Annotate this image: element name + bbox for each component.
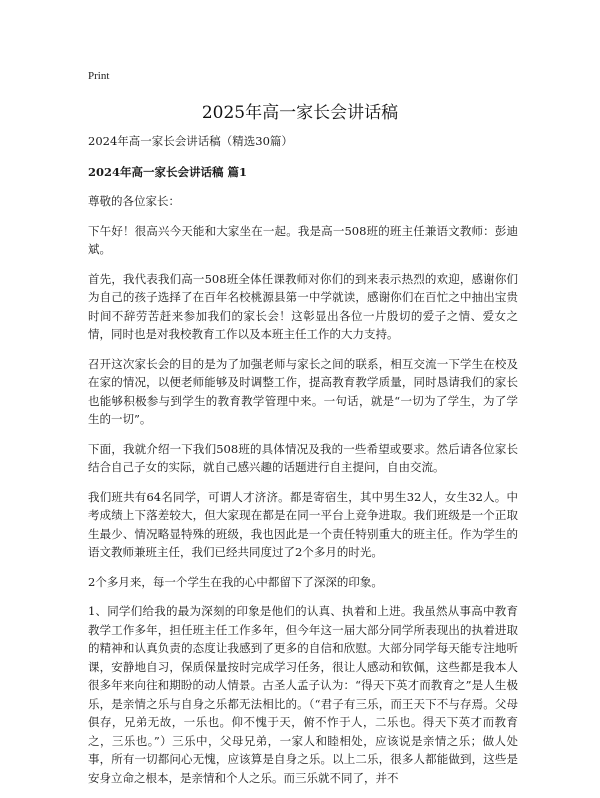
document-subtitle: 2024年高一家长会讲话稿（精选30篇） [88, 134, 293, 148]
document-body [88, 132, 518, 798]
document-title: 2025年高一家长会讲话稿 [201, 103, 399, 123]
section-heading: 2024年高一家长会讲话稿 篇1 [88, 164, 248, 179]
class-info-paragraph: 我们班共有64名同学，可谓人才济济。都是寄宿生，其中男生32人，女生32人。中考成绩上下落差较大，但大家现在都是在同一平台上竞争进取。我们班级是一个正取生最少、情况略显特殊的班级，我也因此是一个责任特别重大的班主任。作为学生的语文教师兼班主任，我们已经共同度过了2个多月的时光。 [88, 489, 518, 559]
print-label: Print [88, 70, 110, 82]
greeting-paragraph: 下午好！很高兴今天能和大家坐在一起。我是高一508班的班主任兼语文教师：彭迪斌。 [88, 223, 518, 256]
salutation-paragraph: 尊敬的各位家长： [88, 194, 180, 208]
purpose-paragraph: 召开这次家长会的目的是为了加强老师与家长之间的联系，相互交流一下学生在校及在家的情况，以便老师能够及时调整工作，提高教育教学质量，同时恳请我们的家长也能够积极参与到学生的教育教学管理中来。一句话，就是“一切为了学生，为了学生的一切”。 [88, 356, 518, 426]
introduction-paragraph: 下面，我就介绍一下我们508班的具体情况及我的一些希望或要求。然后请各位家长结合自己子女的实际，就自己感兴趣的话题进行自主提问，自由交流。 [88, 441, 518, 474]
impression-paragraph: 2个多月来，每一个学生在我的心中都留下了深深的印象。 [88, 574, 383, 589]
point-one-paragraph: 1、同学们给我的最为深刻的印象是他们的认真、执着和上进。我虽然从事高中教育教学工作多年，担任班主任工作多年，但今年这一届大部分同学所表现出的执着进取的精神和认真负责的态度让我感到了更多的自信和欣慰。大部分同学每天能专注地听课，安静地自习，保质保量按时完成学习任务，很让人感动和钦佩，这些都是我本人很多年来向往和期盼的动人情景。古圣人孟子认为：“得天下英才而教育之”是人生极乐，是亲情之乐与自身之乐都无法相比的。（“君子有三乐，而王天下不与存焉。父母俱存，兄弟无故，一乐也。仰不愧于天，俯不怍于人，二乐也。得天下英才而教育之，三乐也。”）三乐中，父母兄弟，一家人和睦相处，应该说是亲情之乐；做人处事，所有一切都问心无愧，应该算是自身之乐。以上二乐，很多人都能做到，这些是安身立命之根本，是亲情和个人之乐。而三乐就不同了，并不 [88, 604, 518, 785]
welcome-paragraph: 首先，我代表我们高一508班全体任课教师对你们的到来表示热烈的欢迎，感谢你们为自己的孩子选择了在百年名校桃源县第一中学就读，感谢你们在百忙之中抽出宝贵时间不辞劳苦赶来参加我们的家长会！这彰显出各位一片殷切的爱子之情、爱女之情，同时也是对我校教育工作以及本班主任工作的大力支持。 [88, 271, 518, 341]
